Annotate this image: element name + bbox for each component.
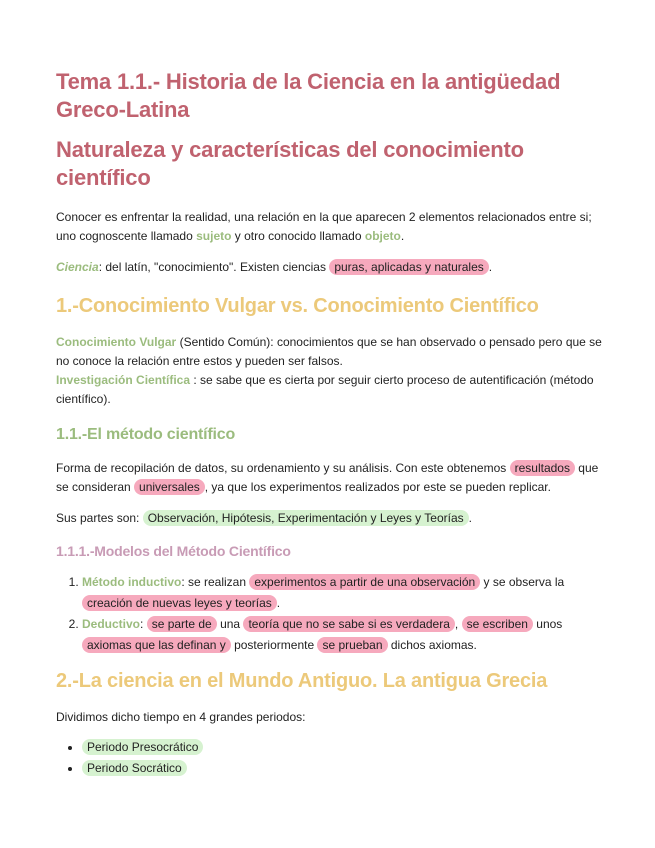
vulgar-text: (Sentido Común): conocimientos que se han observado o pensado pero que se no conoce la relación entre estos y pueden ser falsos. <box>56 335 602 368</box>
highlight-ciencias: puras, aplicadas y naturales <box>329 259 488 275</box>
highlight-periodo-presocratico: Periodo Presocrático <box>82 739 203 755</box>
partes-paragraph <box>56 509 603 528</box>
deductivo-text-3: , <box>454 617 462 631</box>
term-conocimiento-vulgar: Conocimiento Vulgar <box>56 335 177 349</box>
highlight-se-escriben: se escriben <box>462 616 533 632</box>
deductivo-text-6: dichos axiomas. <box>387 638 477 652</box>
list-item-deductivo <box>82 614 603 656</box>
deductivo-text-2: una <box>216 617 244 631</box>
highlight-universales: universales <box>134 479 205 495</box>
ciencia-paragraph <box>56 258 603 277</box>
highlight-se-parte-de: se parte de <box>147 616 217 632</box>
intro-paragraph <box>56 208 603 246</box>
highlight-resultados: resultados <box>510 460 575 476</box>
deductivo-text-1: : <box>140 617 147 631</box>
highlight-se-prueban: se prueban <box>317 637 387 653</box>
ciencia-text-2: . <box>488 260 493 274</box>
highlight-teoria: teoría que no se sabe si es verdadera <box>243 616 454 632</box>
intro-text-1: Conocer es enfrentar la realidad, una relación en la que aparecen 2 elementos relacionados entre si; uno cognoscente llamado <box>56 210 592 243</box>
highlight-periodo-socratico: Periodo Socrático <box>82 760 187 776</box>
deductivo-text-5: posteriormente <box>230 638 318 652</box>
metodo-text-1: Forma de recopilación de datos, su ordenamiento y su análisis. Con este obtenemos <box>56 461 510 475</box>
periodos-intro: Dividimos dicho tiempo en 4 grandes periodos: <box>56 710 306 724</box>
list-item-periodo <box>82 758 603 779</box>
term-metodo-inductivo: Método inductivo <box>82 575 182 589</box>
deductivo-text-4: unos <box>532 617 563 631</box>
metodo-text-3: , ya que los experimentos realizados por este se pueden replicar. <box>204 480 551 494</box>
term-deductivo: Deductivo <box>82 617 141 631</box>
metodo-text-2: que se consideran <box>56 461 599 494</box>
term-sujeto: sujeto <box>196 229 232 243</box>
list-item-inductivo <box>82 572 603 614</box>
inductivo-text-3: . <box>276 596 281 610</box>
highlight-partes: Observación, Hipótesis, Experimentación y Leyes y Teorías <box>143 510 469 526</box>
section-1-heading: 1.-Conocimiento Vulgar vs. Conocimiento Científico <box>56 295 539 317</box>
intro-text-3: . <box>400 229 405 243</box>
modelos-list <box>56 572 603 656</box>
inductivo-text-2: y se observa la <box>480 575 565 589</box>
vulgar-paragraph <box>56 333 603 371</box>
metodo-paragraph <box>56 459 603 497</box>
term-investigacion-cientifica: Investigación Científica <box>56 373 191 387</box>
partes-end: . <box>468 511 472 525</box>
section-1-1-heading: 1.1.-El método científico <box>56 426 236 443</box>
highlight-creacion-leyes: creación de nuevas leyes y teorías <box>82 595 277 611</box>
term-objeto: objeto <box>364 229 401 243</box>
highlight-axiomas: axiomas que las definan y <box>82 637 231 653</box>
list-item-periodo <box>82 737 603 758</box>
intro-text-2: y otro conocido llamado <box>231 229 365 243</box>
ciencia-text-1: : del latín, "conocimiento". Existen ciencias <box>98 260 330 274</box>
page-title: Tema 1.1.- Historia de la Ciencia en la antigüedad Greco-Latina <box>56 69 561 122</box>
term-ciencia: Ciencia <box>56 260 99 274</box>
investigacion-text: : se sabe que es cierta por seguir cierto proceso de autentificación (método científico). <box>56 373 594 406</box>
highlight-experimentos: experimentos a partir de una observación <box>249 574 480 590</box>
inductivo-text-1: : se realizan <box>181 575 250 589</box>
section-2-heading: 2.-La ciencia en el Mundo Antiguo. La antigua Grecia <box>56 670 548 692</box>
partes-intro: Sus partes son: <box>56 511 143 525</box>
investigacion-paragraph <box>56 371 603 409</box>
section-1-1-1-heading: 1.1.1.-Modelos del Método Científico <box>56 543 291 559</box>
periodos-list <box>56 737 603 779</box>
subtitle-heading: Naturaleza y características del conocimiento científico <box>56 137 524 190</box>
